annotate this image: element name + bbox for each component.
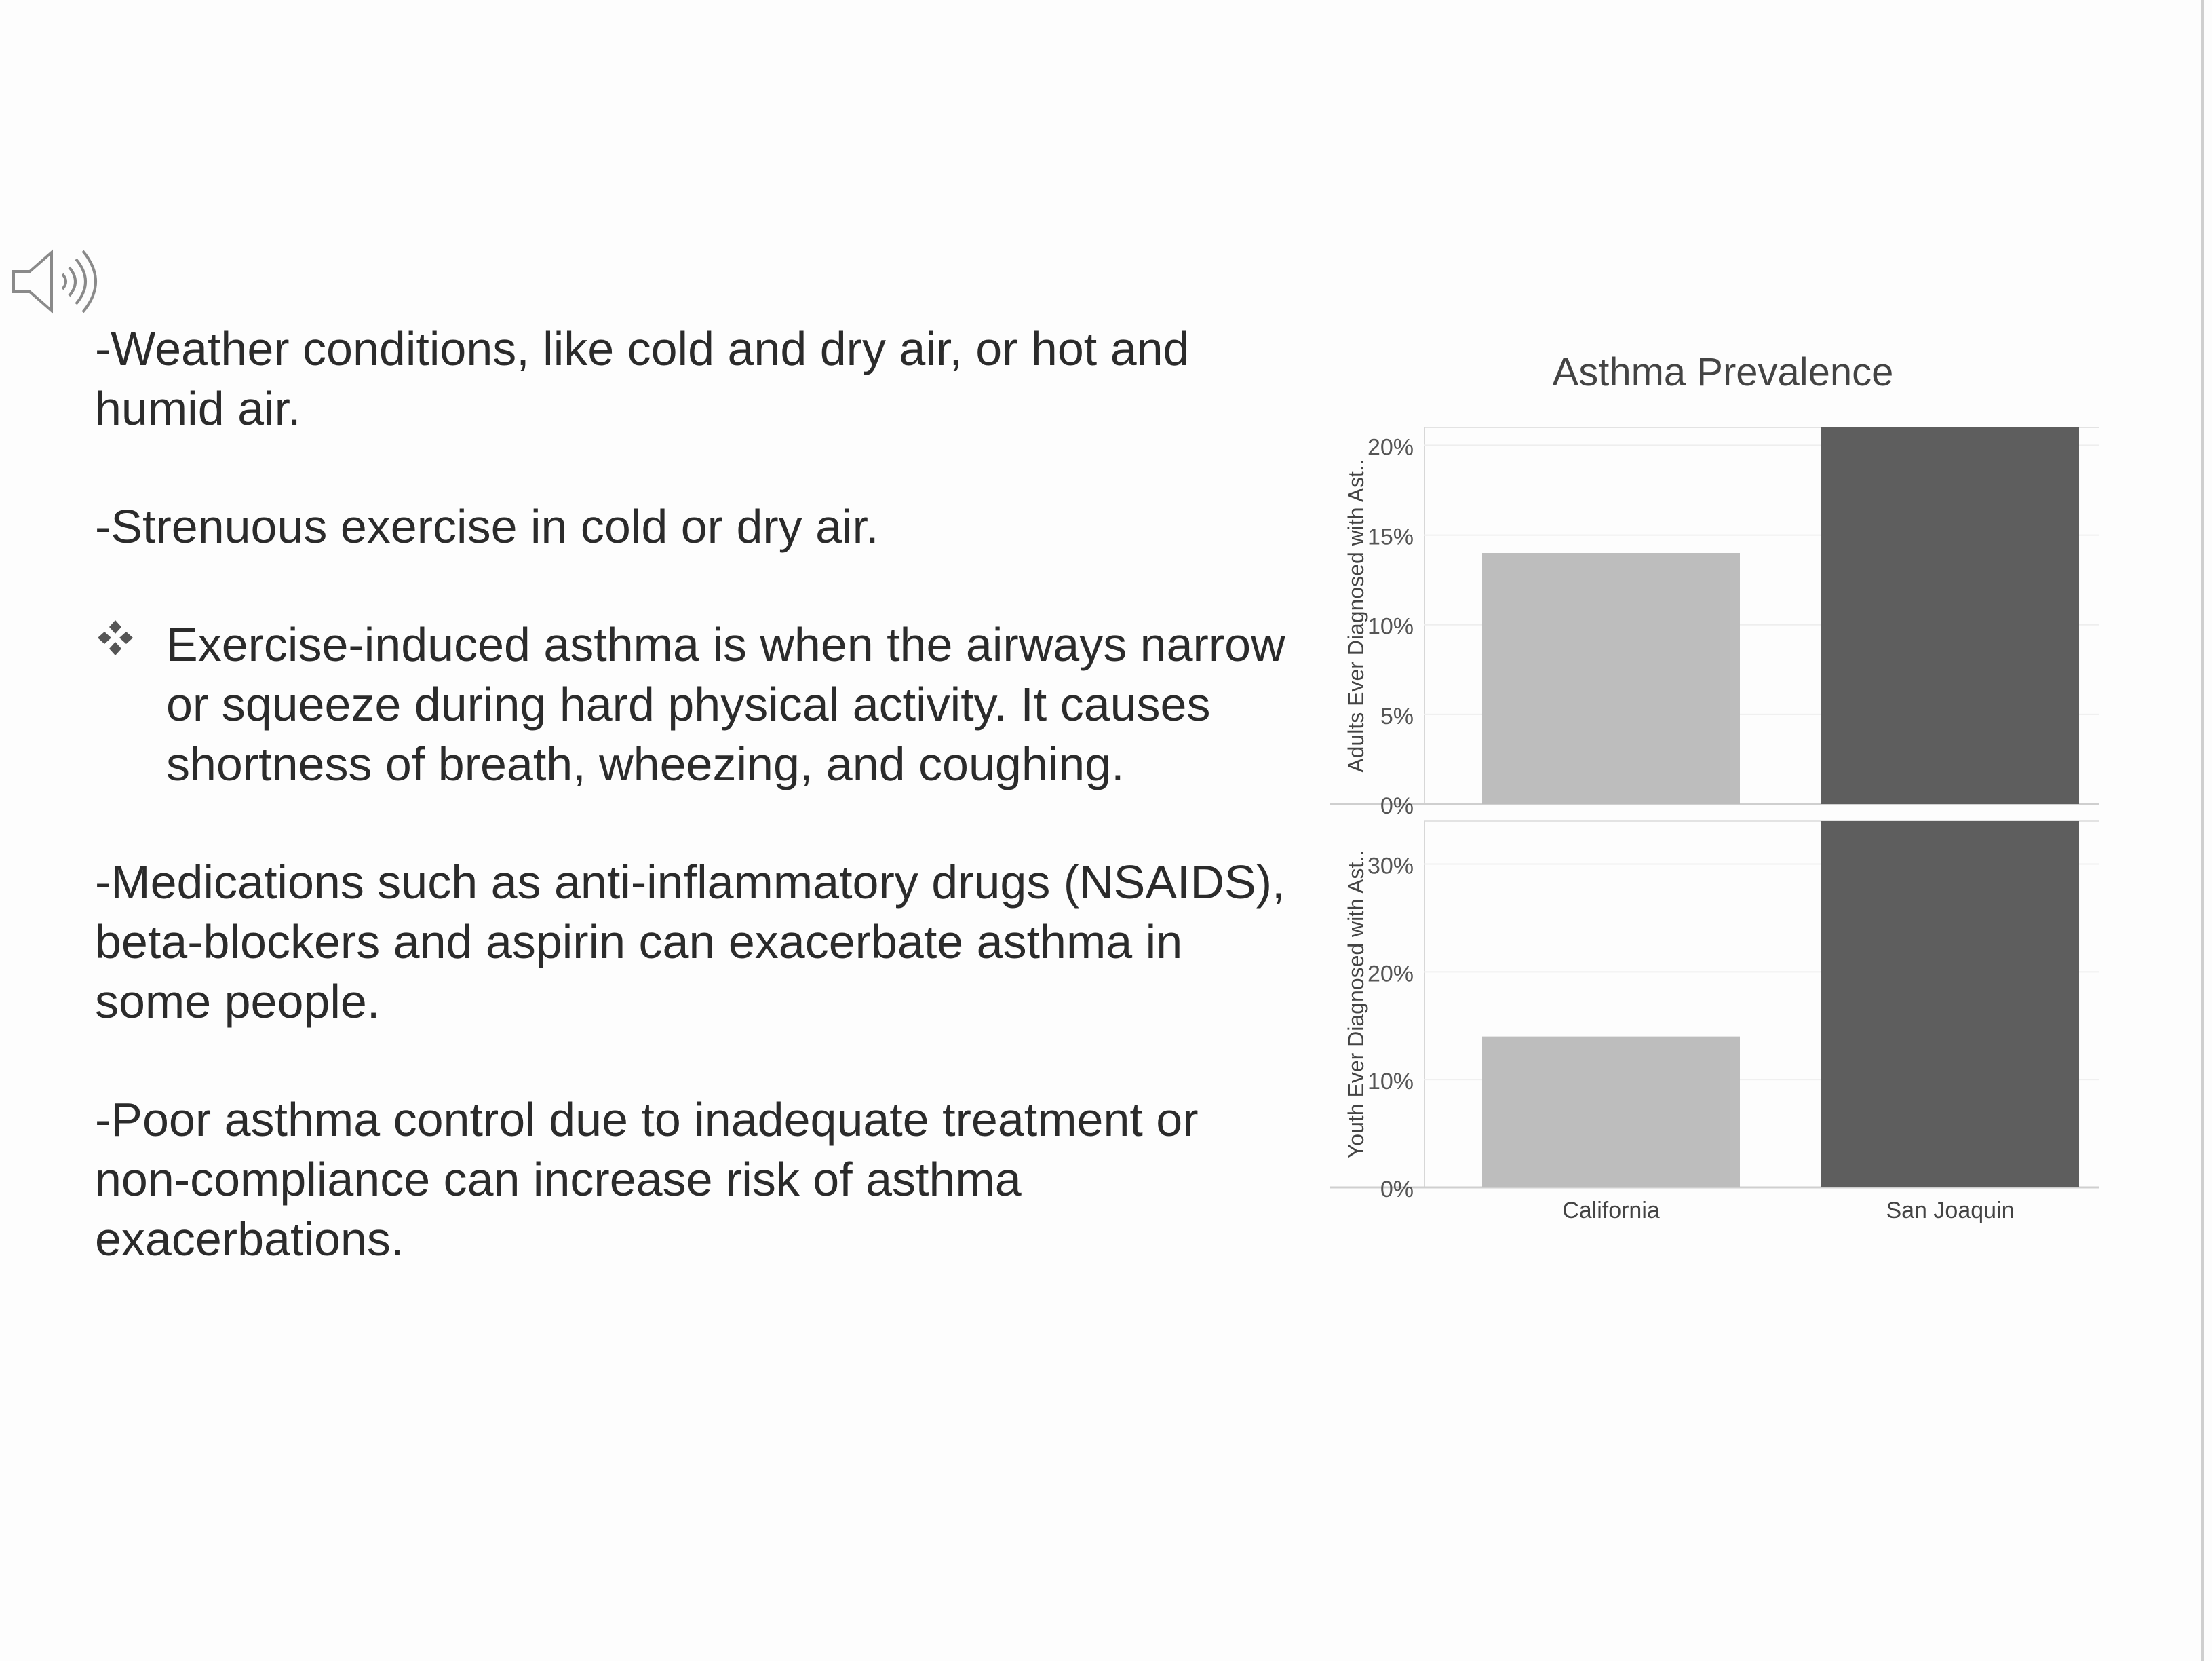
exercise-paragraph: -Strenuous exercise in cold or dry air. [95, 500, 879, 553]
bar-san-joaquin [1821, 427, 2079, 804]
y-tick-label: 10% [1367, 1069, 1414, 1095]
y-tick-label: 5% [1380, 703, 1414, 729]
y-axis-label: Youth Ever Diagnosed with Ast.. [1344, 849, 1368, 1159]
asthma-prevalence-chart [1330, 353, 2103, 1248]
control-paragraph: -Poor asthma control due to inadequate treatment or non-compliance can increase risk of asthma exacerbations. [95, 1093, 1199, 1265]
y-axis-label: Adults Ever Diagnosed with Ast.. [1344, 459, 1368, 773]
x-category-label: San Joaquin [1886, 1198, 2015, 1223]
medications-paragraph: -Medications such as anti-inflammatory drugs (NSAIDS), beta-blockers and aspirin can exacerbate asthma in some people. [95, 856, 1285, 1028]
bullet-text: Exercise-induced asthma is when the airways narrow or squeeze during hard physical activity. It causes shortness of breath, wheezing, and coughing. [166, 618, 1285, 790]
weather-paragraph: -Weather conditions, like cold and dry air, or hot and humid air. [95, 322, 1190, 435]
bar-san-joaquin [1821, 821, 2079, 1187]
y-tick-label: 20% [1367, 961, 1414, 987]
speaker-audio-icon[interactable] [9, 244, 104, 319]
bar-california [1482, 553, 1740, 804]
y-tick-label: 15% [1367, 524, 1414, 550]
four-diamond-bullet-icon [95, 617, 136, 658]
page-edge-line [2201, 0, 2204, 1661]
chart-title: Asthma Prevalence [1552, 353, 1894, 394]
y-tick-label: 30% [1367, 853, 1414, 879]
text-content [95, 319, 1289, 1327]
y-tick-label: 0% [1380, 793, 1414, 819]
y-tick-label: 20% [1367, 434, 1414, 461]
y-tick-label: 0% [1380, 1177, 1414, 1202]
bar-california [1482, 1037, 1740, 1187]
y-tick-label: 10% [1367, 613, 1414, 640]
chart-svg [1330, 353, 2103, 1248]
bullet-item [95, 615, 1289, 794]
x-category-label: California [1562, 1198, 1660, 1223]
